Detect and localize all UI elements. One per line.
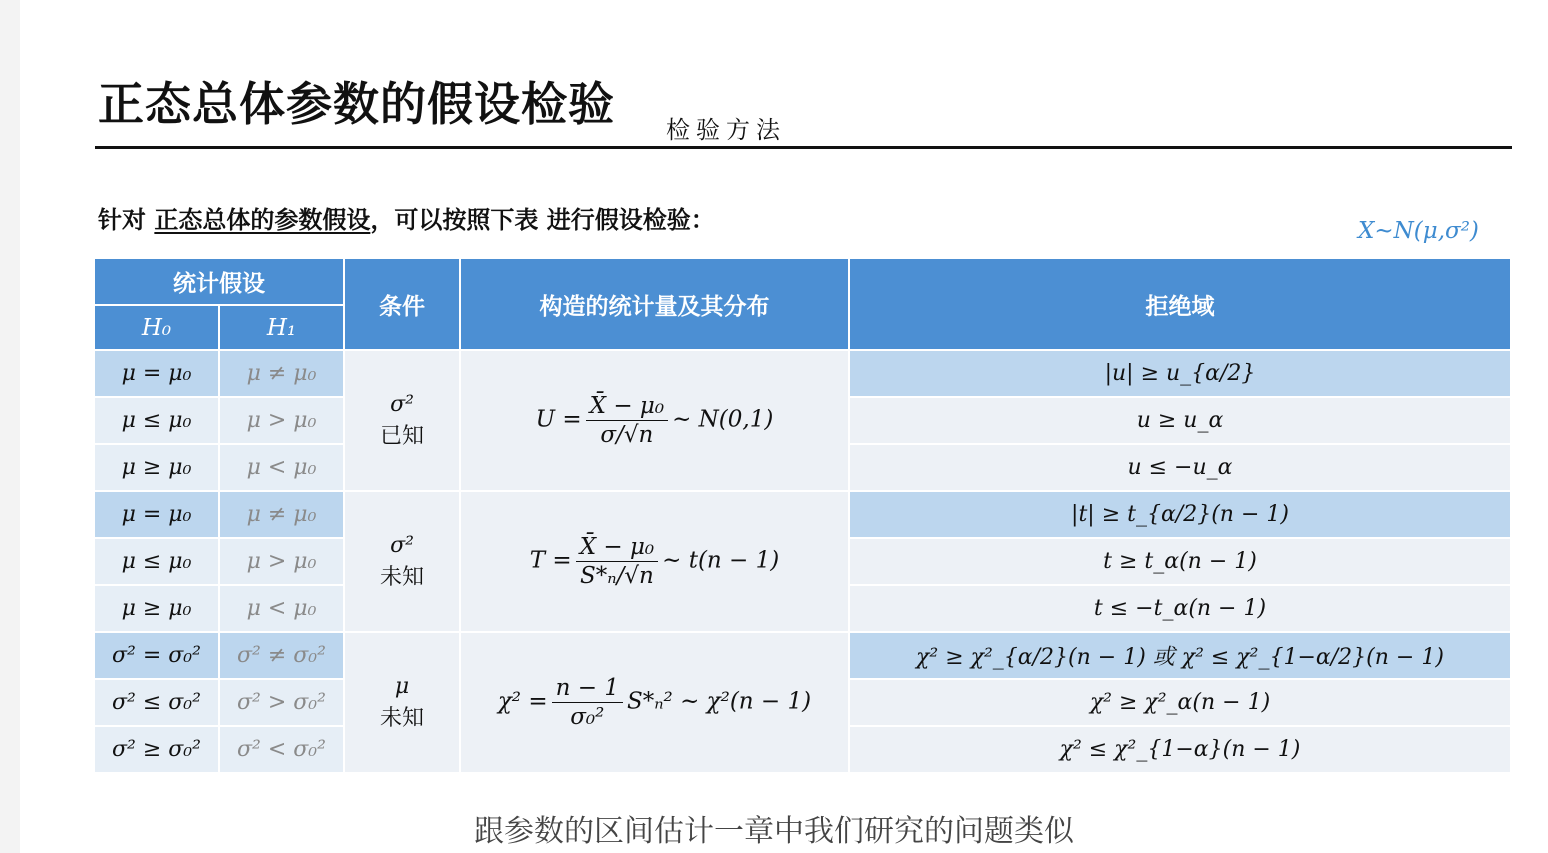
cell-rejection: u ≥ u_α xyxy=(850,398,1510,443)
cell-h1: μ < μ₀ xyxy=(220,586,343,631)
header-hypothesis: 统计假设 xyxy=(95,259,343,304)
statistic-rhs: S*ₙ² ~ χ²(n − 1) xyxy=(626,688,812,715)
subtitle-caption: 跟参数的区间估计一章中我们研究的问题类似 xyxy=(474,814,1074,849)
statistic-lhs: T = xyxy=(529,547,572,574)
statistic-fraction xyxy=(586,393,668,448)
cell-h0: μ = μ₀ xyxy=(95,492,218,537)
table-row xyxy=(95,351,1510,396)
hypothesis-test-table xyxy=(93,257,1512,774)
statistic-lhs: χ² = xyxy=(497,688,548,715)
cell-h1: μ ≠ μ₀ xyxy=(220,351,343,396)
cell-condition xyxy=(345,633,459,772)
intro-prefix: 针对 xyxy=(98,205,155,234)
statistic-numerator: X̄ − μ₀ xyxy=(586,393,668,421)
cell-h1: μ > μ₀ xyxy=(220,539,343,584)
cell-h1: σ² > σ₀² xyxy=(220,680,343,725)
cell-h0: σ² ≥ σ₀² xyxy=(95,727,218,772)
cell-h1: σ² < σ₀² xyxy=(220,727,343,772)
statistic-fraction xyxy=(552,675,623,730)
condition-line: 已知 xyxy=(379,423,424,449)
cell-h0: μ ≥ μ₀ xyxy=(95,586,218,631)
statistic-numerator: X̄ − μ₀ xyxy=(576,534,658,562)
cell-statistic xyxy=(461,492,848,631)
statistic-rhs: ~ t(n − 1) xyxy=(662,547,780,574)
statistic-denominator: σ₀² xyxy=(570,704,605,730)
statistic-lhs: U = xyxy=(535,406,582,433)
condition-line: μ xyxy=(394,673,410,699)
cell-h1: μ < μ₀ xyxy=(220,445,343,490)
cell-rejection: χ² ≥ χ²_{α/2}(n − 1) 或 χ² ≤ χ²_{1−α/2}(n − 1) xyxy=(850,633,1510,678)
condition-line: 未知 xyxy=(379,564,424,590)
table-row xyxy=(95,492,1510,537)
cell-h0: μ ≤ μ₀ xyxy=(95,398,218,443)
header-h1: H₁ xyxy=(220,306,343,349)
cell-statistic xyxy=(461,351,848,490)
cell-rejection: u ≤ −u_α xyxy=(850,445,1510,490)
page-subtitle: 检验方法 xyxy=(666,116,786,144)
intro-text xyxy=(98,200,715,235)
statistic-denominator: σ/√n xyxy=(600,422,654,448)
cell-h1: σ² ≠ σ₀² xyxy=(220,633,343,678)
cell-h0: μ ≥ μ₀ xyxy=(95,445,218,490)
statistic-rhs: ~ N(0,1) xyxy=(672,406,774,433)
title-divider xyxy=(95,146,1512,149)
condition-line: σ² xyxy=(390,532,414,558)
distribution-label: X~N(μ,σ²) xyxy=(1358,218,1479,244)
header-h0: H₀ xyxy=(95,306,218,349)
cell-rejection: χ² ≤ χ²_{1−α}(n − 1) xyxy=(850,727,1510,772)
cell-rejection: t ≤ −t_α(n − 1) xyxy=(850,586,1510,631)
cell-h1: μ > μ₀ xyxy=(220,398,343,443)
cell-rejection: t ≥ t_α(n − 1) xyxy=(850,539,1510,584)
cell-condition xyxy=(345,351,459,490)
cell-rejection: χ² ≥ χ²_α(n − 1) xyxy=(850,680,1510,725)
condition-line: σ² xyxy=(390,391,414,417)
header-condition: 条件 xyxy=(345,259,459,349)
cell-h0: μ ≤ μ₀ xyxy=(95,539,218,584)
intro-underlined: 正态总体的参数假设 xyxy=(154,205,371,234)
header-rejection: 拒绝域 xyxy=(850,259,1510,349)
cell-h0: σ² ≤ σ₀² xyxy=(95,680,218,725)
condition-line: 未知 xyxy=(379,705,424,731)
table-row xyxy=(95,633,1510,678)
cell-h1: μ ≠ μ₀ xyxy=(220,492,343,537)
cell-h0: σ² = σ₀² xyxy=(95,633,218,678)
left-margin-band xyxy=(0,0,20,853)
page-title: 正态总体参数的假设检验 xyxy=(98,77,615,131)
cell-condition xyxy=(345,492,459,631)
statistic-numerator: n − 1 xyxy=(552,675,623,703)
cell-rejection: |t| ≥ t_{α/2}(n − 1) xyxy=(850,492,1510,537)
cell-h0: μ = μ₀ xyxy=(95,351,218,396)
header-statistic: 构造的统计量及其分布 xyxy=(461,259,848,349)
intro-suffix: ，可以按照下表 进行假设检验： xyxy=(370,205,715,234)
statistic-fraction xyxy=(576,534,658,589)
cell-statistic xyxy=(461,633,848,772)
statistic-denominator: S*ₙ/√n xyxy=(580,563,654,589)
cell-rejection: |u| ≥ u_{α/2} xyxy=(850,351,1510,396)
